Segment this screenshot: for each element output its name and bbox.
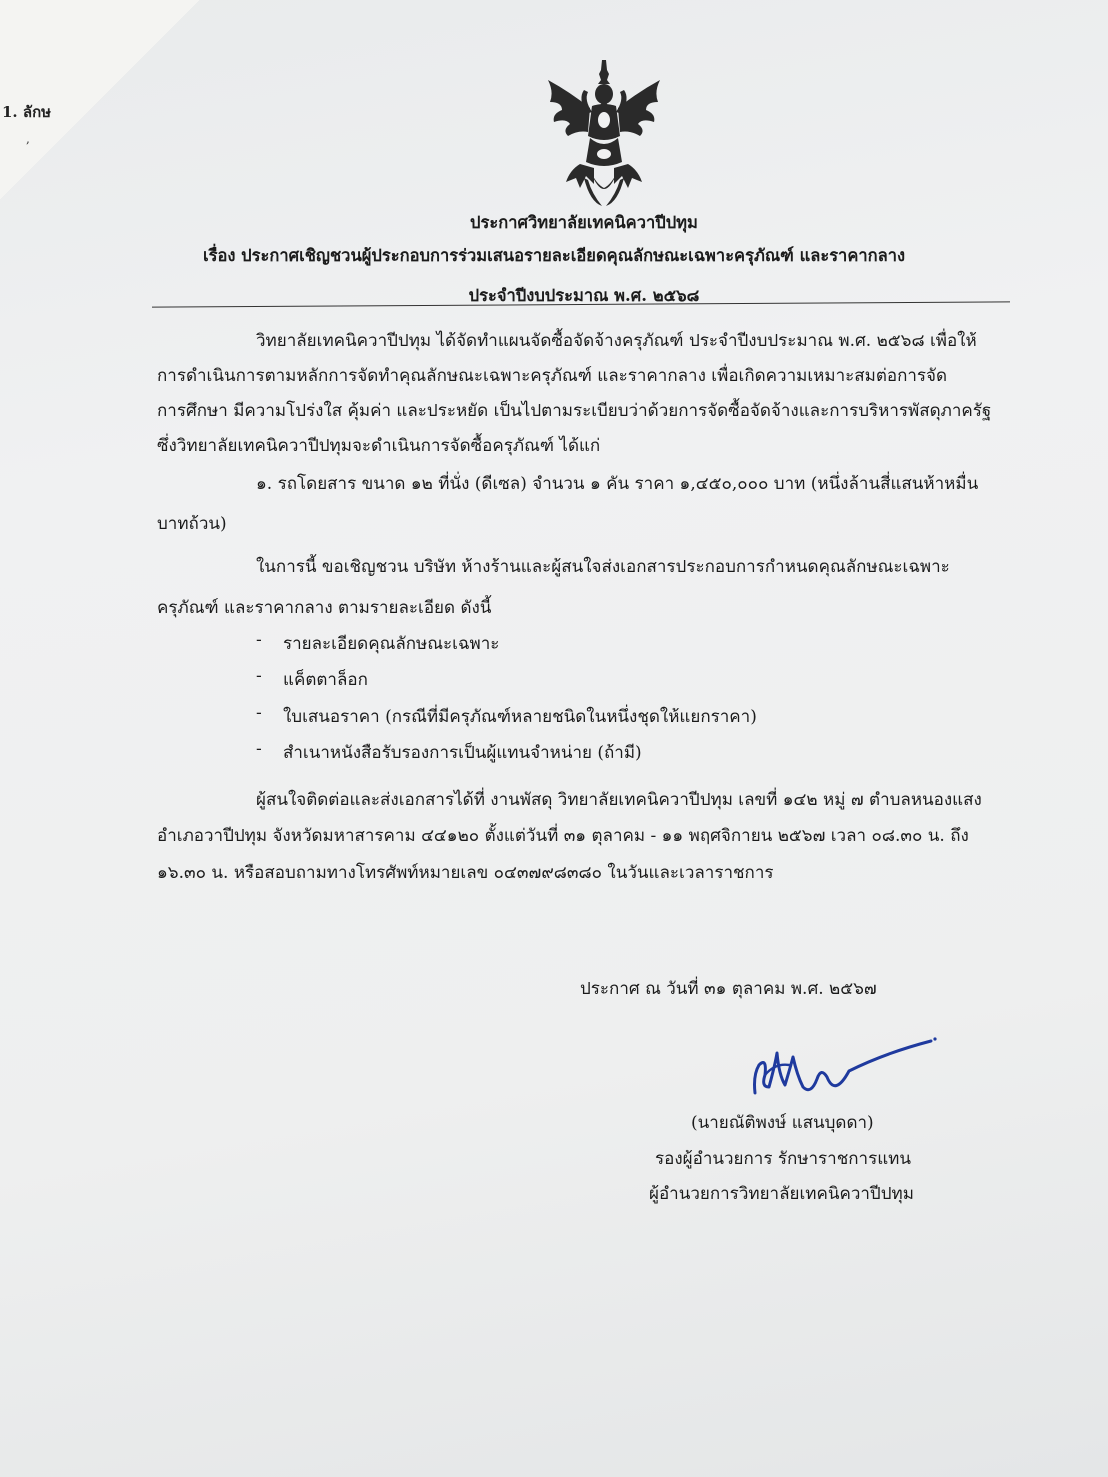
invitation-line-2: ครุภัณฑ์ และราคากลาง ตามรายละเอียด ดังนี้ <box>157 598 492 618</box>
fiscal-year: ประจำปีงบประมาณ พ.ศ. ๒๕๖๘ <box>468 286 700 305</box>
item-line-2: บาทถ้วน) <box>157 514 227 534</box>
list-dash: - <box>256 703 262 723</box>
intro-line-2: การดำเนินการตามหลักการจัดทำคุณลักษณะเฉพาะครุภัณฑ์ และราคากลาง เพื่อเกิดความเหมาะสมต่อการจัด <box>157 366 948 386</box>
handwritten-signature <box>745 1035 945 1110</box>
contact-line-1: ผู้สนใจติดต่อและส่งเอกสารได้ที่ งานพัสดุ วิทยาลัยเทคนิควาปีปทุม เลขที่ ๑๔๒ หมู่ ๗ ตำบลหนองแสง <box>256 790 982 810</box>
underlying-page-fragment: 1. ลักษ <box>2 103 52 121</box>
announcement-date: ประกาศ ณ วันที่ ๓๑ ตุลาคม พ.ศ. ๒๕๖๗ <box>580 979 877 999</box>
list-dash: - <box>256 739 262 759</box>
list-item: สำเนาหนังสือรับรองการเป็นผู้แทนจำหน่าย (ถ้ามี) <box>283 743 642 763</box>
list-item: แค็ตตาล็อก <box>283 670 368 690</box>
signatory-organization: ผู้อำนวยการวิทยาลัยเทคนิควาปีปทุม <box>649 1184 914 1204</box>
signatory-name: (นายณัติพงษ์ แสนบุดดา) <box>691 1113 874 1133</box>
signatory-position: รองผู้อำนวยการ รักษาราชการแทน <box>655 1149 912 1169</box>
list-item: ใบเสนอราคา (กรณีที่มีครุภัณฑ์หลายชนิดในหนึ่งชุดให้แยกราคา) <box>283 707 757 727</box>
announcement-subject: เรื่อง ประกาศเชิญชวนผู้ประกอบการร่วมเสนอรายละเอียดคุณลักษณะเฉพาะครุภัณฑ์ และราคากลาง <box>202 246 906 265</box>
intro-line-1: วิทยาลัยเทคนิควาปีปทุม ได้จัดทำแผนจัดซื้อจัดจ้างครุภัณฑ์ ประจำปีงบประมาณ พ.ศ. ๒๕๖๘ เพื่อให้ <box>256 331 977 351</box>
announcement-title: ประกาศวิทยาลัยเทคนิควาปีปทุม <box>470 213 698 232</box>
contact-line-3: ๑๖.๓๐ น. หรือสอบถามทางโทรศัพท์หมายเลข ๐๔๓๗๙๘๓๘๐ ในวันและเวลาราชการ <box>157 863 774 883</box>
intro-line-4: ซึ่งวิทยาลัยเทคนิควาปีปทุมจะดำเนินการจัดซื้อครุภัณฑ์ ได้แก่ <box>157 436 601 456</box>
invitation-line-1: ในการนี้ ขอเชิญชวน บริษัท ห้างร้านและผู้สนใจส่งเอกสารประกอบการกำหนดคุณลักษณะเฉพาะ <box>256 557 950 577</box>
list-item: รายละเอียดคุณลักษณะเฉพาะ <box>283 634 500 654</box>
contact-line-2: อำเภอวาปีปทุม จังหวัดมหาสารคาม ๔๔๑๒๐ ตั้งแต่วันที่ ๓๑ ตุลาคม - ๑๑ พฤศจิกายน ๒๕๖๗ เวลา ๐๘.๓๐ น. ถึง <box>157 826 969 846</box>
underlying-page-mark: , <box>26 132 30 146</box>
list-dash: - <box>256 666 262 686</box>
garuda-emblem-icon <box>540 58 668 210</box>
list-dash: - <box>256 630 262 650</box>
intro-line-3: การศึกษา มีความโปร่งใส คุ้มค่า และประหยัด เป็นไปตามระเบียบว่าด้วยการจัดซื้อจัดจ้างและการบริหารพัสดุภาครัฐ <box>157 401 992 421</box>
item-line-1: ๑. รถโดยสาร ขนาด ๑๒ ที่นั่ง (ดีเซล) จำนวน ๑ คัน ราคา ๑,๔๕๐,๐๐๐ บาท (หนึ่งล้านสี่แสนห้าหมื่น <box>256 474 979 494</box>
